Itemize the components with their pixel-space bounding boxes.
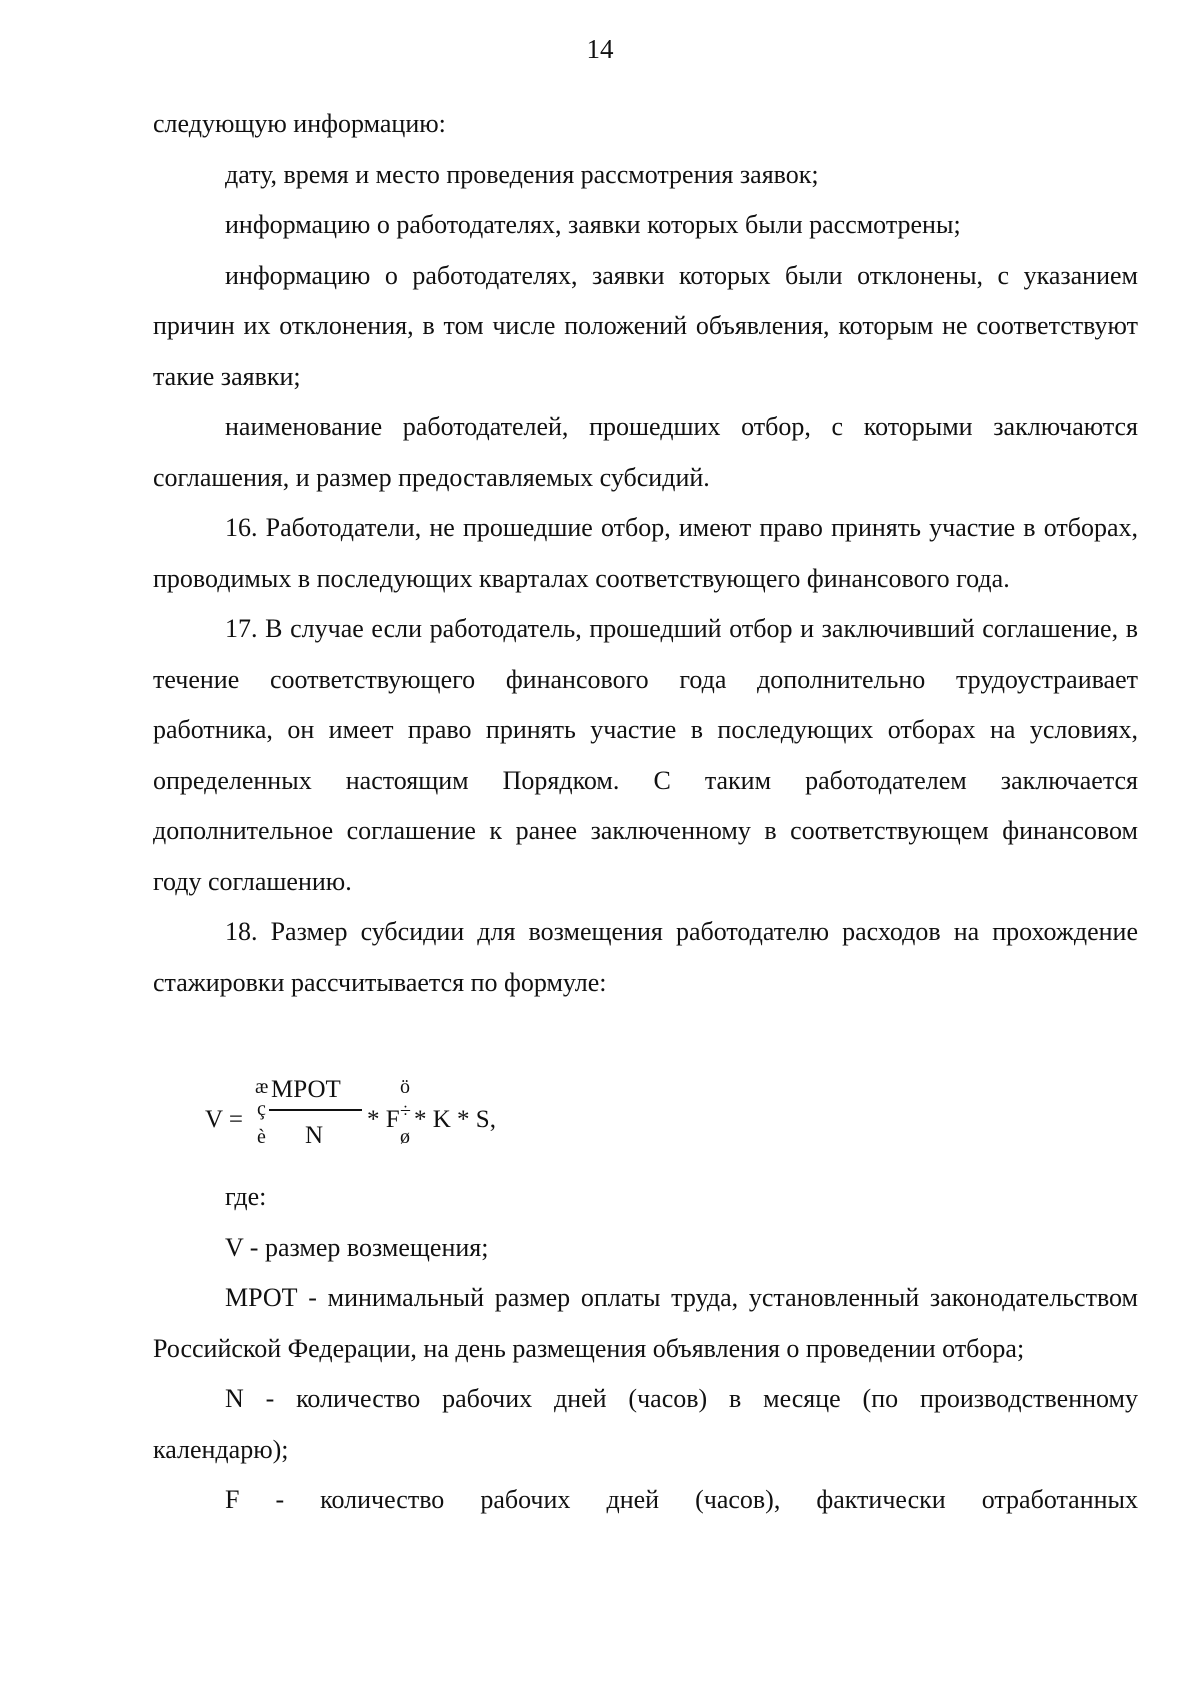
- paragraph-16: 16. Работодатели, не прошедшие отбор, имеют право принять участие в отборах, проводимых в последующих кварталах соответствующего финансового года.: [153, 513, 1138, 593]
- formula-open-paren-mid: ç: [257, 1098, 266, 1120]
- formula-close-paren-top: ö: [400, 1076, 410, 1098]
- formula-open-paren-top: æ: [255, 1076, 269, 1098]
- formula-denominator: N: [305, 1122, 324, 1149]
- paragraph: дату, время и место проведения рассмотрения заявок;: [225, 159, 819, 189]
- subsidy-formula: [205, 1068, 525, 1168]
- paragraph: следующую информацию:: [153, 109, 446, 138]
- definition-mrot: МРОТ - минимальный размер оплаты труда, установленный законодательством Российской Федерации, на день размещения объявления о проведении отбора;: [153, 1283, 1138, 1363]
- definition-f: F - количество рабочих дней (часов), фактически отработанных: [225, 1485, 1138, 1514]
- formula-times-f: * F: [367, 1106, 400, 1133]
- paragraph: наименование работодателей, прошедших отбор, с которыми заключаются соглашения, и размер предоставляемых субсидий.: [153, 412, 1138, 492]
- text-block-bottom: [153, 1172, 1138, 1526]
- paragraph-18: 18. Размер субсидии для возмещения работодателю расходов на прохождение стажировки рассчитывается по формуле:: [153, 917, 1138, 997]
- page-number: 14: [586, 34, 614, 64]
- paragraph: информацию о работодателях, заявки которых были отклонены, с указанием причин их отклонения, в том числе положений объявления, которым не соответствуют такие заявки;: [153, 260, 1138, 391]
- formula-numerator: МРОТ: [271, 1076, 341, 1103]
- paragraph-17: 17. В случае если работодатель, прошедший отбор и заключивший соглашение, в течение соответствующего финансового года дополнительно трудоустраивает работника, он имеет право принять участие в последующих отборах на условиях, определенных настоящим Порядком. С таким работодателем заключается дополнительное соглашение к ранее заключенному в соответствующем финансовом году соглашению.: [153, 614, 1138, 896]
- fraction-line: [269, 1109, 362, 1111]
- formula-tail: * K * S,: [414, 1106, 496, 1133]
- formula-close-paren-mid: ÷: [400, 1100, 411, 1122]
- formula-close-paren-bot: ø: [400, 1126, 410, 1148]
- formula-open-paren-bot: è: [257, 1126, 266, 1148]
- text-block-top: [153, 99, 1138, 1008]
- definition-n: N - количество рабочих дней (часов) в месяце (по производственному календарю);: [153, 1384, 1138, 1464]
- formula-lhs: V =: [205, 1106, 243, 1133]
- definition-v: V - размер возмещения;: [225, 1232, 489, 1262]
- paragraph: информацию о работодателях, заявки которых были рассмотрены;: [225, 210, 961, 239]
- paragraph-where: где:: [225, 1182, 267, 1211]
